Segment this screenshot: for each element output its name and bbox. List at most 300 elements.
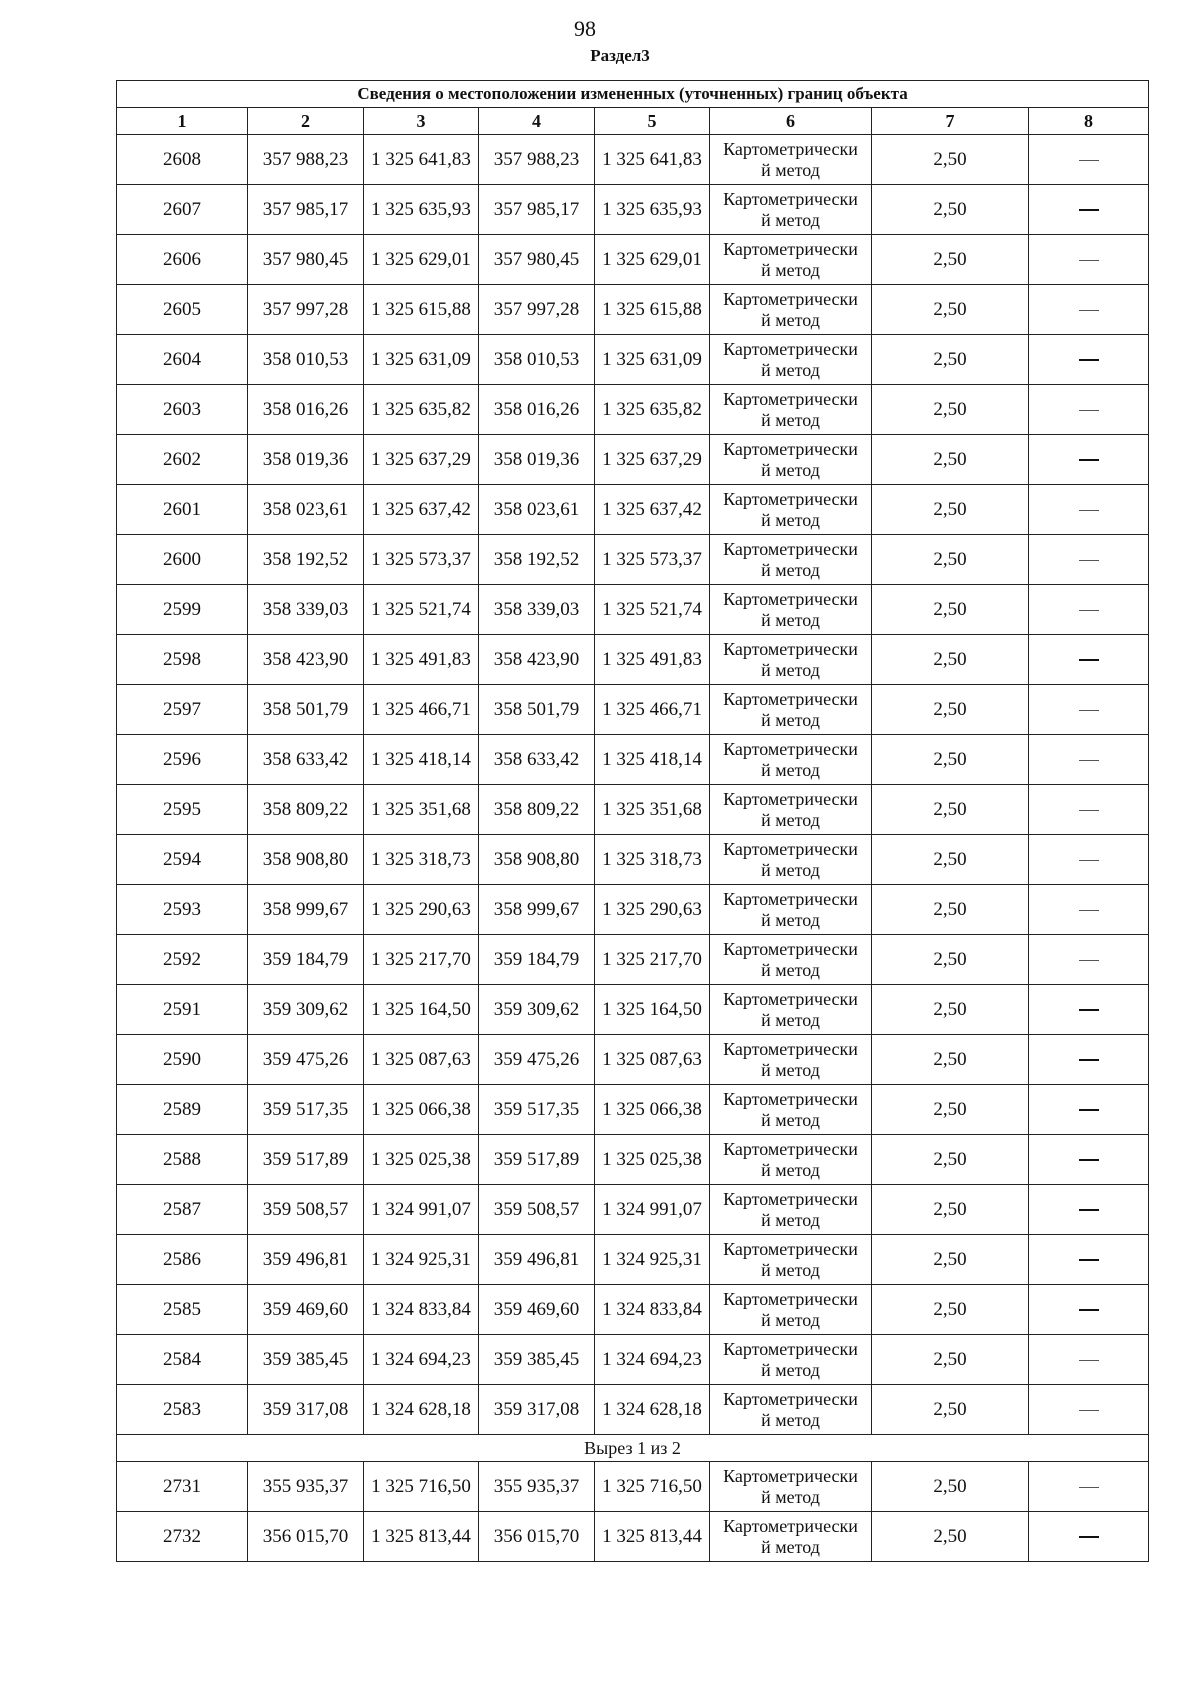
x-coordinate-existing: 355 935,37 xyxy=(248,1462,364,1512)
y-coordinate-new: 1 325 631,09 xyxy=(595,335,710,385)
point-number: 2586 xyxy=(117,1235,248,1285)
dash-mark xyxy=(1079,510,1099,511)
method-line: Картометрически xyxy=(723,1338,858,1359)
y-coordinate-new: 1 324 833,84 xyxy=(595,1285,710,1335)
y-coordinate-new: 1 325 318,73 xyxy=(595,835,710,885)
accuracy-value: 2,50 xyxy=(872,135,1029,185)
method-cell xyxy=(710,935,872,985)
x-coordinate-existing: 356 015,70 xyxy=(248,1512,364,1562)
accuracy-value: 2,50 xyxy=(872,1462,1029,1512)
x-coordinate-new: 358 339,03 xyxy=(479,585,595,635)
method-cell xyxy=(710,1285,872,1335)
dash-mark xyxy=(1079,1487,1099,1488)
description-cell xyxy=(1029,785,1149,835)
y-coordinate-existing: 1 325 631,09 xyxy=(364,335,479,385)
method-line: Картометрически xyxy=(723,788,858,809)
y-coordinate-existing: 1 325 813,44 xyxy=(364,1512,479,1562)
x-coordinate-existing: 359 517,89 xyxy=(248,1135,364,1185)
x-coordinate-existing: 359 496,81 xyxy=(248,1235,364,1285)
method-line: й метод xyxy=(761,709,820,730)
method-line: Картометрически xyxy=(723,1188,858,1209)
x-coordinate-existing: 358 501,79 xyxy=(248,685,364,735)
x-coordinate-new: 359 469,60 xyxy=(479,1285,595,1335)
method-line: й метод xyxy=(761,609,820,630)
accuracy-value: 2,50 xyxy=(872,885,1029,935)
method-line: й метод xyxy=(761,959,820,980)
y-coordinate-new: 1 325 466,71 xyxy=(595,685,710,735)
x-coordinate-new: 359 496,81 xyxy=(479,1235,595,1285)
method-cell xyxy=(710,185,872,235)
method-cell xyxy=(710,635,872,685)
accuracy-value: 2,50 xyxy=(872,235,1029,285)
column-header: 4 xyxy=(479,108,595,135)
x-coordinate-existing: 358 010,53 xyxy=(248,335,364,385)
method-line: Картометрически xyxy=(723,588,858,609)
method-cell xyxy=(710,335,872,385)
description-cell xyxy=(1029,185,1149,235)
method-line: й метод xyxy=(761,359,820,380)
description-cell xyxy=(1029,435,1149,485)
dash-mark xyxy=(1079,960,1099,961)
column-header: 1 xyxy=(117,108,248,135)
table-row xyxy=(117,785,1149,835)
method-line: й метод xyxy=(761,1009,820,1030)
y-coordinate-new: 1 325 641,83 xyxy=(595,135,710,185)
x-coordinate-new: 359 385,45 xyxy=(479,1335,595,1385)
column-header: 5 xyxy=(595,108,710,135)
section-title: Раздел3 xyxy=(590,46,650,65)
method-cell xyxy=(710,235,872,285)
dash-mark xyxy=(1079,1536,1099,1538)
table-row xyxy=(117,1085,1149,1135)
y-coordinate-new: 1 325 615,88 xyxy=(595,285,710,335)
description-cell xyxy=(1029,635,1149,685)
accuracy-value: 2,50 xyxy=(872,1335,1029,1385)
dash-mark xyxy=(1079,760,1099,761)
method-line: Картометрически xyxy=(723,288,858,309)
method-cell xyxy=(710,285,872,335)
table-row xyxy=(117,335,1149,385)
y-coordinate-existing: 1 325 351,68 xyxy=(364,785,479,835)
dash-mark xyxy=(1079,459,1099,461)
description-cell xyxy=(1029,1035,1149,1085)
accuracy-value: 2,50 xyxy=(872,735,1029,785)
x-coordinate-new: 356 015,70 xyxy=(479,1512,595,1562)
y-coordinate-existing: 1 325 615,88 xyxy=(364,285,479,335)
x-coordinate-new: 359 309,62 xyxy=(479,985,595,1035)
method-cell xyxy=(710,785,872,835)
description-cell xyxy=(1029,1462,1149,1512)
y-coordinate-existing: 1 325 637,42 xyxy=(364,485,479,535)
point-number: 2601 xyxy=(117,485,248,535)
method-line: й метод xyxy=(761,559,820,580)
table-row xyxy=(117,835,1149,885)
description-cell xyxy=(1029,735,1149,785)
description-cell xyxy=(1029,985,1149,1035)
description-cell xyxy=(1029,485,1149,535)
method-line: й метод xyxy=(761,809,820,830)
description-cell xyxy=(1029,285,1149,335)
description-cell xyxy=(1029,1085,1149,1135)
table-row xyxy=(117,535,1149,585)
y-coordinate-new: 1 324 925,31 xyxy=(595,1235,710,1285)
y-coordinate-new: 1 325 217,70 xyxy=(595,935,710,985)
point-number: 2587 xyxy=(117,1185,248,1235)
table-body xyxy=(117,135,1149,1562)
method-cell xyxy=(710,985,872,1035)
y-coordinate-new: 1 324 694,23 xyxy=(595,1335,710,1385)
description-cell xyxy=(1029,335,1149,385)
dash-mark xyxy=(1079,359,1099,361)
description-cell xyxy=(1029,935,1149,985)
column-header: 7 xyxy=(872,108,1029,135)
table-row xyxy=(117,1035,1149,1085)
x-coordinate-new: 358 023,61 xyxy=(479,485,595,535)
method-line: Картометрически xyxy=(723,1465,858,1486)
table-row xyxy=(117,885,1149,935)
x-coordinate-existing: 359 184,79 xyxy=(248,935,364,985)
method-line: Картометрически xyxy=(723,988,858,1009)
dash-mark xyxy=(1079,810,1099,811)
table-row xyxy=(117,435,1149,485)
x-coordinate-new: 359 317,08 xyxy=(479,1385,595,1435)
accuracy-value: 2,50 xyxy=(872,285,1029,335)
coordinates-table xyxy=(116,80,1149,1562)
method-line: Картометрически xyxy=(723,738,858,759)
x-coordinate-existing: 358 339,03 xyxy=(248,585,364,635)
accuracy-value: 2,50 xyxy=(872,335,1029,385)
y-coordinate-new: 1 325 418,14 xyxy=(595,735,710,785)
point-number: 2600 xyxy=(117,535,248,585)
method-line: й метод xyxy=(761,1309,820,1330)
description-cell xyxy=(1029,1135,1149,1185)
x-coordinate-new: 358 501,79 xyxy=(479,685,595,735)
y-coordinate-existing: 1 325 025,38 xyxy=(364,1135,479,1185)
accuracy-value: 2,50 xyxy=(872,985,1029,1035)
y-coordinate-new: 1 325 635,82 xyxy=(595,385,710,435)
method-line: Картометрически xyxy=(723,1138,858,1159)
method-cell xyxy=(710,835,872,885)
accuracy-value: 2,50 xyxy=(872,1135,1029,1185)
table-row xyxy=(117,285,1149,335)
point-number: 2602 xyxy=(117,435,248,485)
dash-mark xyxy=(1079,310,1099,311)
x-coordinate-new: 357 988,23 xyxy=(479,135,595,185)
method-line: Картометрически xyxy=(723,838,858,859)
x-coordinate-existing: 357 985,17 xyxy=(248,185,364,235)
accuracy-value: 2,50 xyxy=(872,685,1029,735)
y-coordinate-new: 1 324 628,18 xyxy=(595,1385,710,1435)
column-header: 3 xyxy=(364,108,479,135)
method-line: Картометрически xyxy=(723,688,858,709)
accuracy-value: 2,50 xyxy=(872,385,1029,435)
x-coordinate-existing: 358 633,42 xyxy=(248,735,364,785)
method-line: Картометрически xyxy=(723,388,858,409)
y-coordinate-existing: 1 325 466,71 xyxy=(364,685,479,735)
point-number: 2589 xyxy=(117,1085,248,1135)
table-row xyxy=(117,1135,1149,1185)
point-number: 2590 xyxy=(117,1035,248,1085)
point-number: 2584 xyxy=(117,1335,248,1385)
table-row xyxy=(117,1512,1149,1562)
y-coordinate-existing: 1 324 833,84 xyxy=(364,1285,479,1335)
point-number: 2596 xyxy=(117,735,248,785)
y-coordinate-existing: 1 325 418,14 xyxy=(364,735,479,785)
dash-mark xyxy=(1079,209,1099,211)
method-line: й метод xyxy=(761,309,820,330)
x-coordinate-existing: 358 908,80 xyxy=(248,835,364,885)
y-coordinate-new: 1 325 629,01 xyxy=(595,235,710,285)
y-coordinate-existing: 1 325 629,01 xyxy=(364,235,479,285)
method-line: й метод xyxy=(761,459,820,480)
table-row xyxy=(117,585,1149,635)
dash-mark xyxy=(1079,1059,1099,1061)
method-line: й метод xyxy=(761,259,820,280)
method-line: й метод xyxy=(761,509,820,530)
y-coordinate-new: 1 325 573,37 xyxy=(595,535,710,585)
accuracy-value: 2,50 xyxy=(872,585,1029,635)
x-coordinate-existing: 358 809,22 xyxy=(248,785,364,835)
x-coordinate-existing: 359 517,35 xyxy=(248,1085,364,1135)
method-line: й метод xyxy=(761,1059,820,1080)
method-cell xyxy=(710,1462,872,1512)
y-coordinate-existing: 1 324 925,31 xyxy=(364,1235,479,1285)
method-line: Картометрически xyxy=(723,188,858,209)
dash-mark xyxy=(1079,1259,1099,1261)
x-coordinate-existing: 358 019,36 xyxy=(248,435,364,485)
method-line: Картометрически xyxy=(723,1515,858,1536)
description-cell xyxy=(1029,535,1149,585)
method-line: й метод xyxy=(761,409,820,430)
x-coordinate-existing: 358 423,90 xyxy=(248,635,364,685)
x-coordinate-existing: 359 475,26 xyxy=(248,1035,364,1085)
accuracy-value: 2,50 xyxy=(872,935,1029,985)
method-line: й метод xyxy=(761,1536,820,1557)
method-line: й метод xyxy=(761,859,820,880)
point-number: 2593 xyxy=(117,885,248,935)
accuracy-value: 2,50 xyxy=(872,1085,1029,1135)
y-coordinate-existing: 1 325 573,37 xyxy=(364,535,479,585)
x-coordinate-new: 359 517,89 xyxy=(479,1135,595,1185)
description-cell xyxy=(1029,885,1149,935)
table-row xyxy=(117,385,1149,435)
method-line: Картометрически xyxy=(723,538,858,559)
point-number: 2595 xyxy=(117,785,248,835)
x-coordinate-new: 358 423,90 xyxy=(479,635,595,685)
description-cell xyxy=(1029,235,1149,285)
method-line: Картометрически xyxy=(723,938,858,959)
dash-mark xyxy=(1079,860,1099,861)
y-coordinate-new: 1 325 351,68 xyxy=(595,785,710,835)
dash-mark xyxy=(1079,710,1099,711)
y-coordinate-existing: 1 325 217,70 xyxy=(364,935,479,985)
point-number: 2598 xyxy=(117,635,248,685)
x-coordinate-new: 358 633,42 xyxy=(479,735,595,785)
method-line: Картометрически xyxy=(723,888,858,909)
method-line: й метод xyxy=(761,1209,820,1230)
point-number: 2606 xyxy=(117,235,248,285)
accuracy-value: 2,50 xyxy=(872,435,1029,485)
x-coordinate-new: 357 980,45 xyxy=(479,235,595,285)
method-line: Картометрически xyxy=(723,1388,858,1409)
method-cell xyxy=(710,685,872,735)
page-number: 98 xyxy=(574,16,596,41)
table-title: Сведения о местоположении измененных (уточненных) границ объекта xyxy=(117,81,1149,108)
point-number: 2605 xyxy=(117,285,248,335)
method-line: Картометрически xyxy=(723,488,858,509)
y-coordinate-existing: 1 324 694,23 xyxy=(364,1335,479,1385)
dash-mark xyxy=(1079,1009,1099,1011)
description-cell xyxy=(1029,1285,1149,1335)
point-number: 2585 xyxy=(117,1285,248,1335)
method-cell xyxy=(710,1235,872,1285)
point-number: 2588 xyxy=(117,1135,248,1185)
dash-mark xyxy=(1079,1410,1099,1411)
table-row xyxy=(117,485,1149,535)
x-coordinate-existing: 357 988,23 xyxy=(248,135,364,185)
x-coordinate-new: 359 184,79 xyxy=(479,935,595,985)
description-cell xyxy=(1029,835,1149,885)
y-coordinate-existing: 1 325 290,63 xyxy=(364,885,479,935)
method-line: Картометрически xyxy=(723,1238,858,1259)
method-line: Картометрически xyxy=(723,638,858,659)
method-line: й метод xyxy=(761,659,820,680)
x-coordinate-new: 358 192,52 xyxy=(479,535,595,585)
y-coordinate-new: 1 325 635,93 xyxy=(595,185,710,235)
dash-mark xyxy=(1079,1309,1099,1311)
x-coordinate-new: 357 985,17 xyxy=(479,185,595,235)
x-coordinate-new: 359 475,26 xyxy=(479,1035,595,1085)
point-number: 2608 xyxy=(117,135,248,185)
x-coordinate-existing: 358 023,61 xyxy=(248,485,364,535)
table-row xyxy=(117,985,1149,1035)
column-header: 8 xyxy=(1029,108,1149,135)
section-label: Вырез 1 из 2 xyxy=(117,1435,1149,1462)
x-coordinate-existing: 359 317,08 xyxy=(248,1385,364,1435)
y-coordinate-existing: 1 324 628,18 xyxy=(364,1385,479,1435)
dash-mark xyxy=(1079,910,1099,911)
method-cell xyxy=(710,885,872,935)
method-cell xyxy=(710,1085,872,1135)
x-coordinate-new: 358 010,53 xyxy=(479,335,595,385)
method-cell xyxy=(710,1185,872,1235)
section-label-row xyxy=(117,1435,1149,1462)
accuracy-value: 2,50 xyxy=(872,185,1029,235)
y-coordinate-new: 1 325 087,63 xyxy=(595,1035,710,1085)
y-coordinate-existing: 1 325 637,29 xyxy=(364,435,479,485)
y-coordinate-existing: 1 325 318,73 xyxy=(364,835,479,885)
y-coordinate-new: 1 325 164,50 xyxy=(595,985,710,1035)
table-title-row xyxy=(117,81,1149,108)
y-coordinate-existing: 1 325 087,63 xyxy=(364,1035,479,1085)
x-coordinate-new: 359 517,35 xyxy=(479,1085,595,1135)
dash-mark xyxy=(1079,1109,1099,1111)
point-number: 2732 xyxy=(117,1512,248,1562)
method-cell xyxy=(710,585,872,635)
dash-mark xyxy=(1079,260,1099,261)
accuracy-value: 2,50 xyxy=(872,1035,1029,1085)
point-number: 2731 xyxy=(117,1462,248,1512)
y-coordinate-new: 1 325 290,63 xyxy=(595,885,710,935)
dash-mark xyxy=(1079,410,1099,411)
point-number: 2604 xyxy=(117,335,248,385)
table-row xyxy=(117,1285,1149,1335)
method-cell xyxy=(710,1135,872,1185)
y-coordinate-new: 1 325 066,38 xyxy=(595,1085,710,1135)
table-row xyxy=(117,1235,1149,1285)
description-cell xyxy=(1029,1385,1149,1435)
column-header-row xyxy=(117,108,1149,135)
description-cell xyxy=(1029,1512,1149,1562)
dash-mark xyxy=(1079,1360,1099,1361)
y-coordinate-new: 1 325 637,42 xyxy=(595,485,710,535)
accuracy-value: 2,50 xyxy=(872,835,1029,885)
point-number: 2594 xyxy=(117,835,248,885)
column-header: 2 xyxy=(248,108,364,135)
method-cell xyxy=(710,1335,872,1385)
table-row xyxy=(117,735,1149,785)
table-row xyxy=(117,1335,1149,1385)
y-coordinate-existing: 1 325 066,38 xyxy=(364,1085,479,1135)
y-coordinate-new: 1 325 491,83 xyxy=(595,635,710,685)
method-line: й метод xyxy=(761,1359,820,1380)
x-coordinate-new: 358 809,22 xyxy=(479,785,595,835)
method-cell xyxy=(710,385,872,435)
x-coordinate-new: 355 935,37 xyxy=(479,1462,595,1512)
table-row xyxy=(117,135,1149,185)
y-coordinate-new: 1 324 991,07 xyxy=(595,1185,710,1235)
description-cell xyxy=(1029,1235,1149,1285)
method-cell xyxy=(710,135,872,185)
method-line: Картометрически xyxy=(723,1288,858,1309)
x-coordinate-existing: 357 997,28 xyxy=(248,285,364,335)
dash-mark xyxy=(1079,560,1099,561)
x-coordinate-new: 358 016,26 xyxy=(479,385,595,435)
dash-mark xyxy=(1079,659,1099,661)
method-line: Картометрически xyxy=(723,1088,858,1109)
method-cell xyxy=(710,1512,872,1562)
method-line: й метод xyxy=(761,159,820,180)
method-line: й метод xyxy=(761,909,820,930)
y-coordinate-new: 1 325 637,29 xyxy=(595,435,710,485)
x-coordinate-existing: 359 508,57 xyxy=(248,1185,364,1235)
description-cell xyxy=(1029,385,1149,435)
table-row xyxy=(117,635,1149,685)
y-coordinate-existing: 1 325 521,74 xyxy=(364,585,479,635)
method-cell xyxy=(710,485,872,535)
table-row xyxy=(117,1385,1149,1435)
x-coordinate-new: 358 999,67 xyxy=(479,885,595,935)
method-line: Картометрически xyxy=(723,338,858,359)
x-coordinate-existing: 358 192,52 xyxy=(248,535,364,585)
accuracy-value: 2,50 xyxy=(872,1185,1029,1235)
x-coordinate-new: 357 997,28 xyxy=(479,285,595,335)
method-cell xyxy=(710,435,872,485)
table-row xyxy=(117,1462,1149,1512)
accuracy-value: 2,50 xyxy=(872,1385,1029,1435)
point-number: 2603 xyxy=(117,385,248,435)
accuracy-value: 2,50 xyxy=(872,1235,1029,1285)
y-coordinate-existing: 1 325 635,93 xyxy=(364,185,479,235)
method-line: Картометрически xyxy=(723,438,858,459)
y-coordinate-existing: 1 325 716,50 xyxy=(364,1462,479,1512)
y-coordinate-existing: 1 325 641,83 xyxy=(364,135,479,185)
method-line: Картометрически xyxy=(723,1038,858,1059)
y-coordinate-new: 1 325 025,38 xyxy=(595,1135,710,1185)
point-number: 2592 xyxy=(117,935,248,985)
x-coordinate-new: 359 508,57 xyxy=(479,1185,595,1235)
accuracy-value: 2,50 xyxy=(872,535,1029,585)
